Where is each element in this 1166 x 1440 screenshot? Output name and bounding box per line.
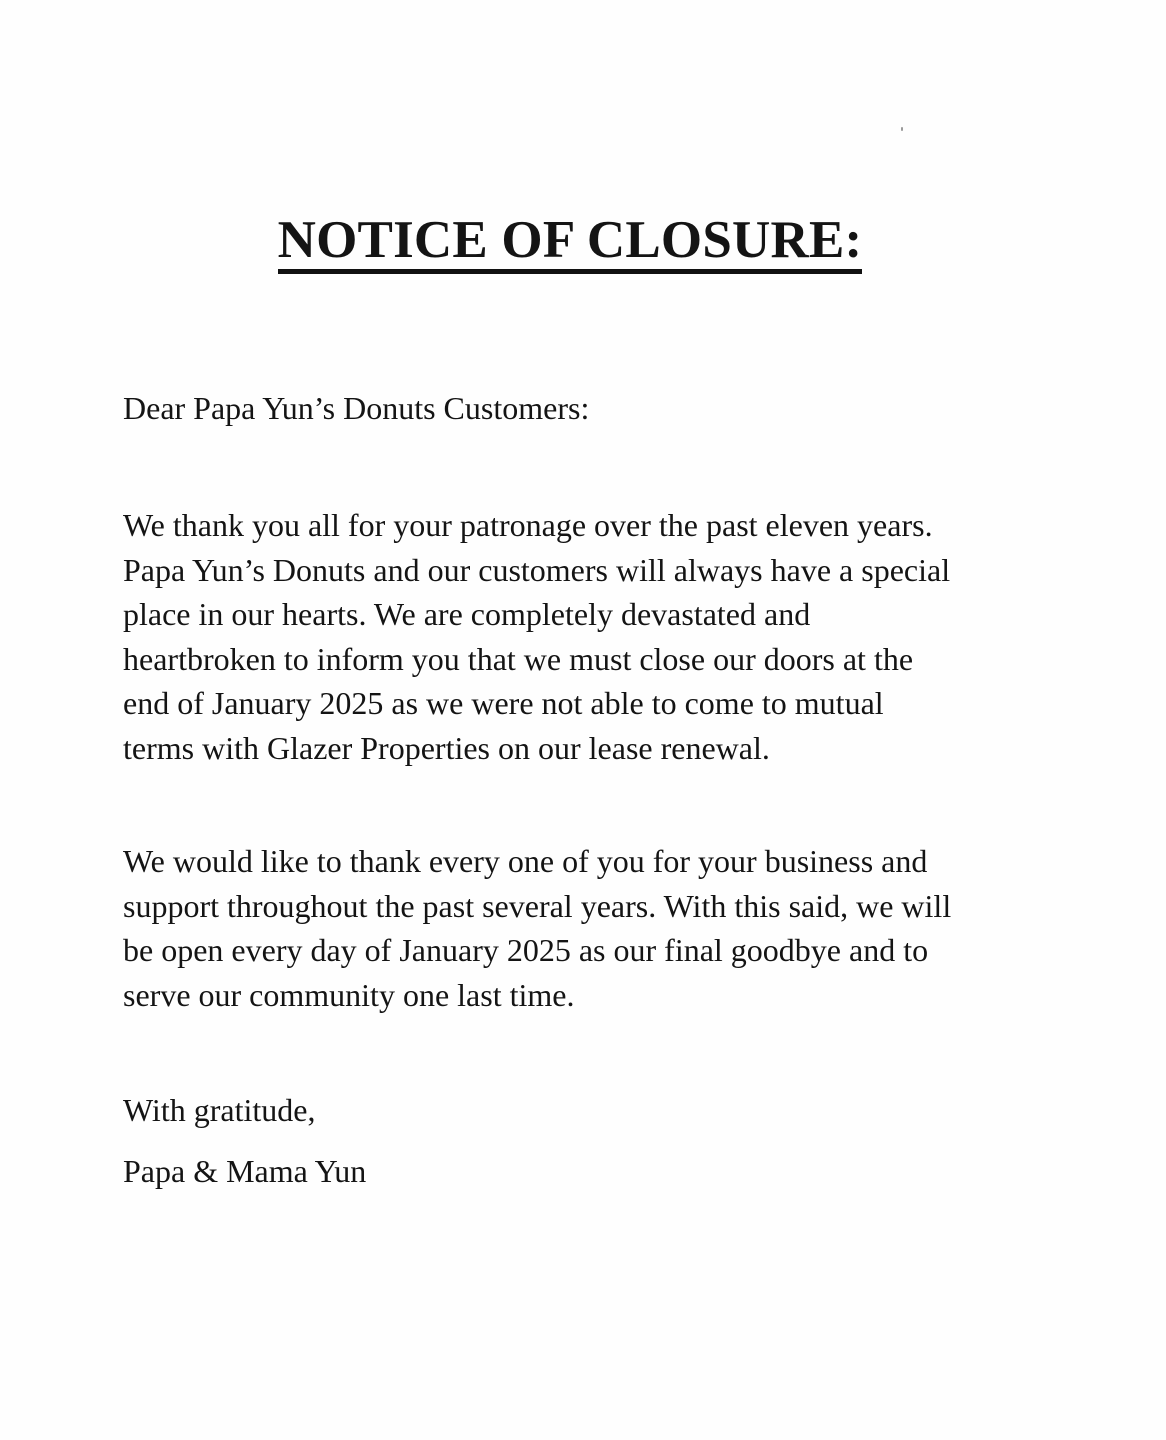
- greeting: Dear Papa Yun’s Donuts Customers:: [123, 390, 590, 426]
- paragraph-1-line: heartbroken to inform you that we must close our doors at the: [123, 640, 914, 677]
- paragraph-1-line: terms with Glazer Properties on our lease renewal.: [123, 729, 770, 766]
- notice-title-text: NOTICE OF CLOSURE:: [278, 211, 863, 274]
- paragraph-2-line: support throughout the past several years. With this said, we will: [123, 887, 952, 924]
- signature: Papa & Mama Yun: [123, 1153, 367, 1189]
- paragraph-2: [123, 839, 951, 1017]
- paragraph-1-line: We thank you all for your patronage over the past eleven years.: [123, 507, 933, 543]
- paper-speck: [901, 127, 903, 131]
- paragraph-2-line: be open every day of January 2025 as our final goodbye and to: [123, 932, 929, 968]
- paragraph-1-line: Papa Yun’s Donuts and our customers will always have a special: [123, 551, 951, 588]
- paragraph-2-line: We would like to thank every one of you for your business and: [123, 843, 928, 879]
- paragraph-2-line: serve our community one last time.: [123, 976, 575, 1013]
- paragraph-1: [123, 503, 950, 770]
- paragraph-1-line: place in our hearts. We are completely devastated and: [123, 596, 811, 632]
- paragraph-1-line: end of January 2025 as we were not able to come to mutual: [123, 685, 884, 721]
- notice-title: [0, 208, 1140, 274]
- closing: With gratitude,: [123, 1092, 316, 1128]
